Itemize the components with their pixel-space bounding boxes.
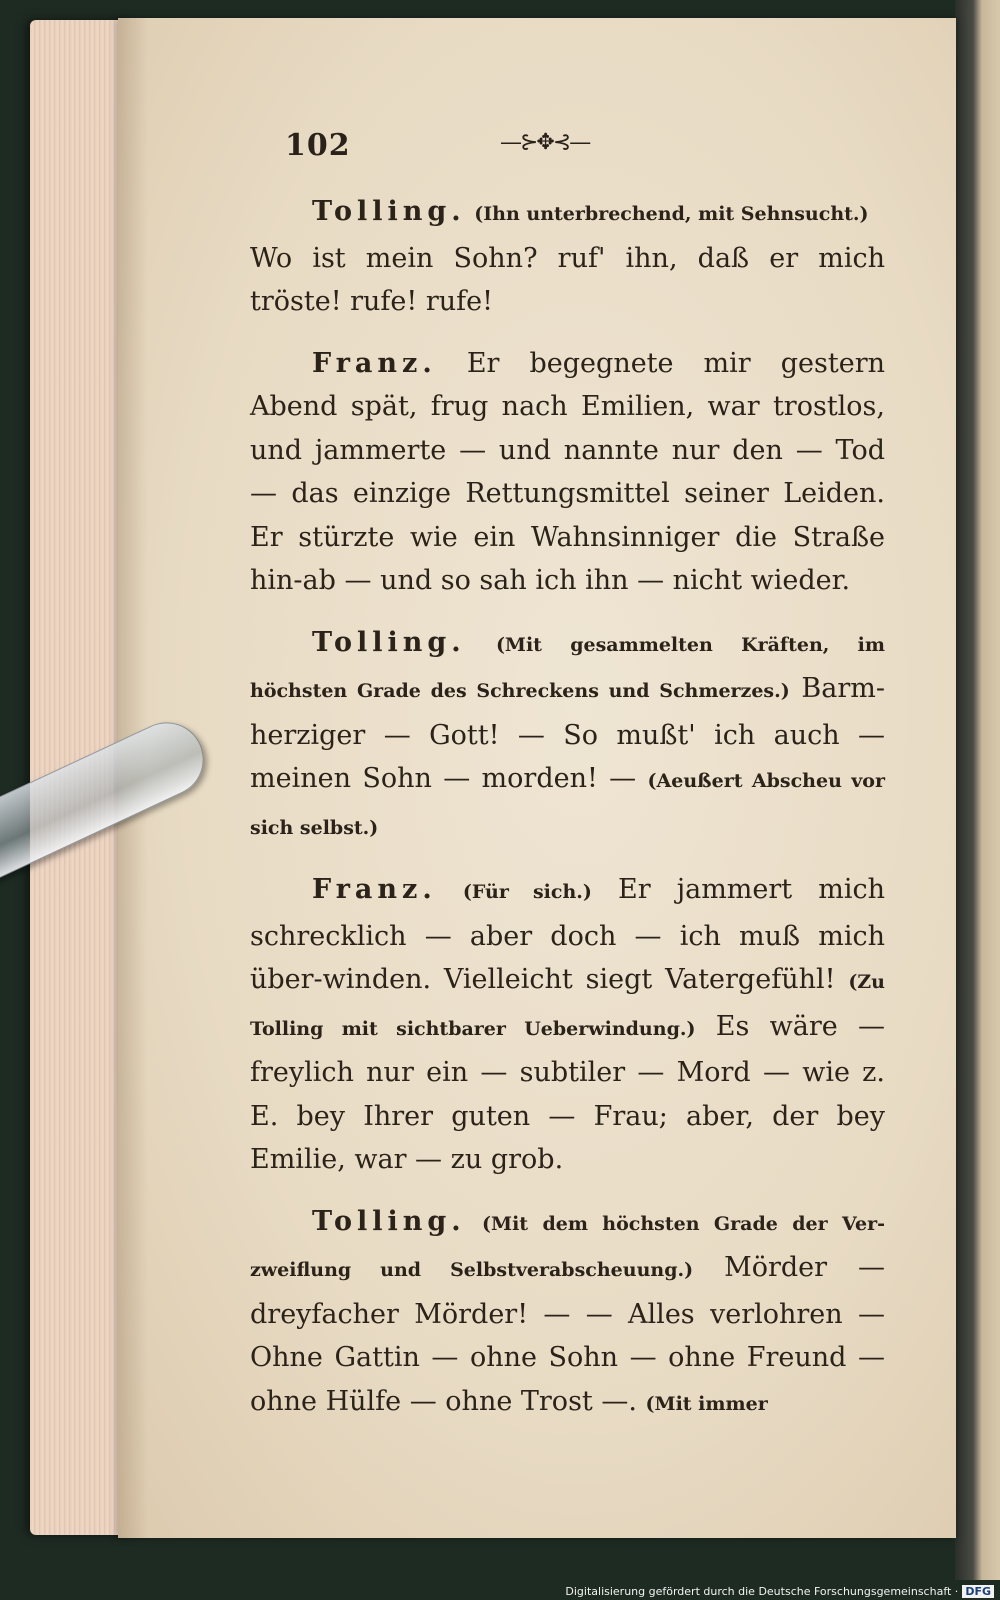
paragraph-3 [250,621,885,851]
paragraph-5 [250,1200,885,1427]
digitization-credit [565,1585,994,1598]
page-text [250,190,885,1444]
stage-direction: (Ihn unterbrechend, mit Sehnsucht.) [474,203,869,225]
page-number: 102 [285,128,351,163]
paragraph-1 [250,190,885,324]
speaker-name: Tolling. [312,196,466,227]
dialogue-text: Mörder — dreyfacher Mörder! — — Alles verlohren — Ohne Gattin — ohne Sohn — ohne Freund — ohne Hülfe — ohne Trost —. [250,1252,885,1417]
stage-direction: (Zu Tolling mit sichtbarer Ueberwindung.) [250,971,885,1040]
stage-direction: (Aeußert Abscheu vor sich selbst.) [250,770,885,839]
speaker-name: Tolling. [312,626,466,658]
book-cover-edge [955,0,1000,1580]
dialogue-text: Barm-herziger — Gott! — So mußt' ich auch — meinen Sohn — morden! — [250,673,885,794]
speaker-name: Franz. [312,874,437,905]
dialogue-text: Es wäre — freylich nur ein — subtiler — Mord — wie z. E. bey Ihrer guten — Frau; aber, der bey Emilie, war — zu grob. [250,1010,886,1175]
stage-direction: (Mit immer [645,1392,768,1415]
speaker-name: Tolling. [312,1205,466,1237]
dialogue-text: Er jammert mich schrecklich — aber doch — ich muß mich über-winden. Vielleicht siegt Vatergefühl! [250,874,885,995]
dialogue-text: Wo ist mein Sohn? ruf' ihn, daß er mich tröste! rufe! rufe! [250,242,885,317]
paragraph-2 [250,342,885,603]
stage-direction: (Für sich.) [462,881,592,903]
ornament-icon: —⊱✥⊰— [500,130,590,155]
speaker-name: Franz. [312,347,437,379]
page-header [285,128,885,168]
dialogue-text: Er begegnete mir gestern Abend spät, frug nach Emilien, war trostlos, und jammerte — und nannte nur den — Tod — das einzige Rettungsmittel seiner Leiden. Er stürzte wie ein Wahnsinniger die Straße hin-ab — und so sah ich ihn — nicht wieder. [250,347,885,596]
credit-text: Digitalisierung gefördert durch die Deutsche Forschungsgemeinschaft · [565,1585,959,1598]
stage-direction: (Mit gesammelten Kräften, im höchsten Grade des Schreckens und Schmerzes.) [250,633,885,702]
paragraph-4 [250,868,885,1182]
stage-direction: (Mit dem höchsten Grade der Ver-zweiflung und Selbstverabscheuung.) [250,1212,885,1281]
dfg-logo: DFG [962,1585,994,1598]
